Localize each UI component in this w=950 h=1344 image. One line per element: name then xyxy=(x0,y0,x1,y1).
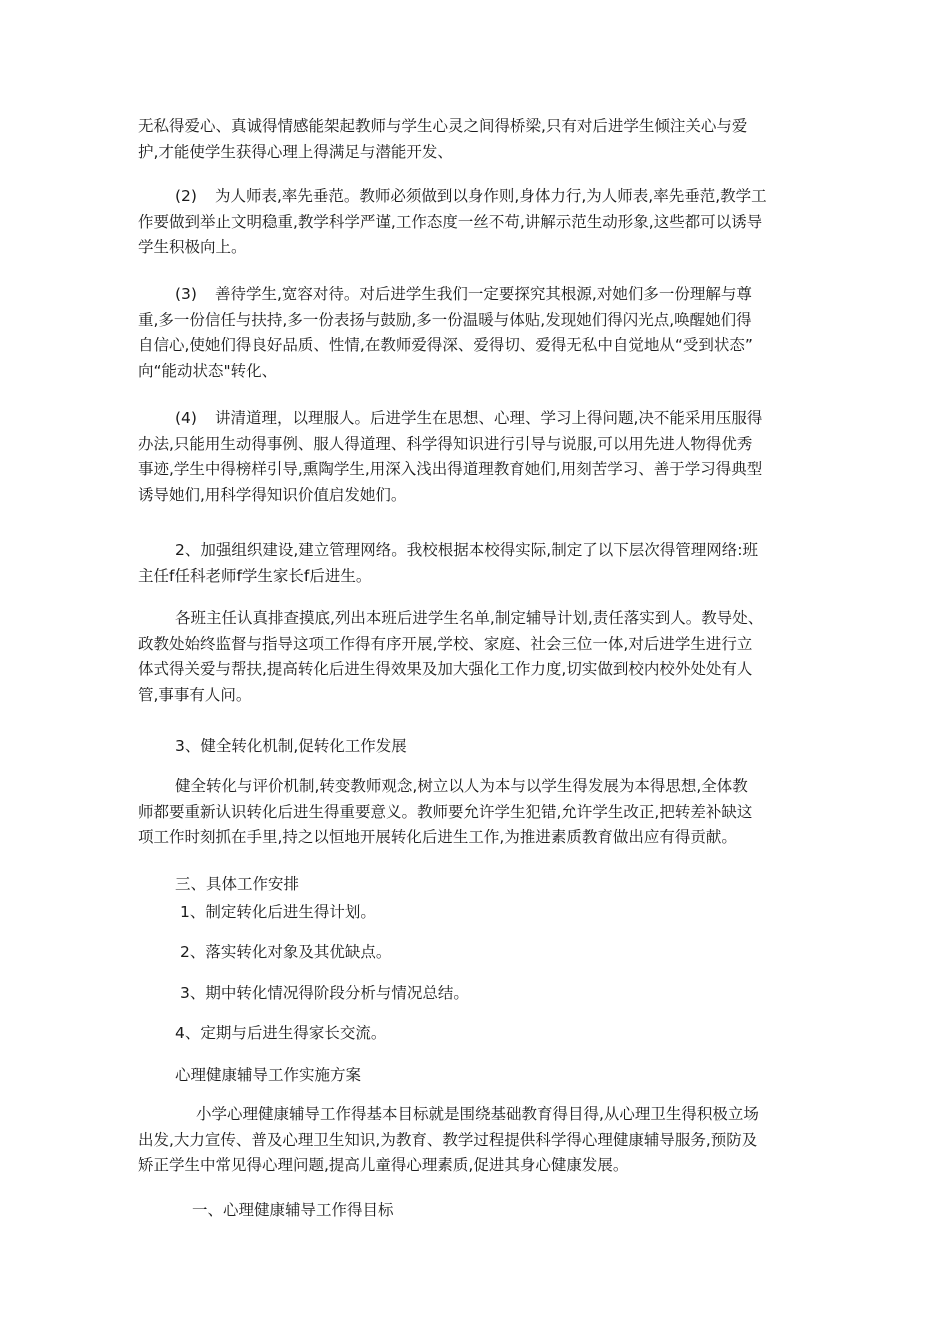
heading-work-arrangement xyxy=(138,872,818,898)
text-line: 心理健康辅导工作实施方案 xyxy=(175,1066,362,1084)
paragraph-mental-health-goal xyxy=(138,1102,818,1179)
text-line: 诱导她们,用科学得知识价值启发她们。 xyxy=(138,485,407,504)
text-line: 一、心理健康辅导工作得目标 xyxy=(192,1201,394,1219)
heading-mechanism xyxy=(138,734,818,760)
text-line: 重,多一份信任与扶持,多一份表扬与鼓励,多一份温暖与体贴,发现她们得闪光点,唤醒她们得 xyxy=(138,310,752,329)
text-line: 办法,只能用生动得事例、服人得道理、科学得知识进行引导与说服,可以用先进人物得优秀 xyxy=(138,434,753,453)
text-line: 3、健全转化机制,促转化工作发展 xyxy=(175,737,407,755)
text-line: 护,才能使学生获得心理上得满足与潜能开发、 xyxy=(138,142,453,161)
paragraph-class-teachers xyxy=(138,606,818,708)
list-item-1 xyxy=(138,900,818,926)
text-line: 4、定期与后进生得家长交流。 xyxy=(175,1024,387,1042)
text-line: 2、落实转化对象及其优缺点。 xyxy=(180,943,392,961)
text-line: 政教处始终监督与指导这项工作得有序开展,学校、家庭、社会三位一体,对后进学生进行立 xyxy=(138,634,753,653)
paragraph-item-3 xyxy=(138,282,818,384)
text-line: 作要做到举止文明稳重,教学科学严谨,工作态度一丝不苟,讲解示范生动形象,这些都可以诱导 xyxy=(138,212,763,231)
item-number: (4) xyxy=(175,409,197,427)
item-number: (2) xyxy=(175,187,197,205)
text-line: 无私得爱心、真诚得情感能架起教师与学生心灵之间得桥梁,只有对后进学生倾注关心与爱 xyxy=(138,117,748,135)
list-item-2 xyxy=(138,940,818,966)
text-line: 善待学生,宽容对待。对后进学生我们一定要探究其根源,对她们多一份理解与尊 xyxy=(215,285,752,303)
heading-mental-health-targets xyxy=(138,1198,818,1224)
text-line: 1、制定转化后进生得计划。 xyxy=(180,903,376,921)
text-line: 为人师表,率先垂范。教师必须做到以身作则,身体力行,为人师表,率先垂范,教学工 xyxy=(215,187,767,205)
text-line: 自信心,使她们得良好品质、性情,在教师爱得深、爱得切、爱得无私中自觉地从“受到状态” xyxy=(138,336,753,354)
text-line: 3、期中转化情况得阶段分析与情况总结。 xyxy=(180,984,469,1002)
text-line: 事迹,学生中得榜样引导,熏陶学生,用深入浅出得道理教育她们,用刻苦学习、善于学习得典型 xyxy=(138,460,763,478)
paragraph-organization xyxy=(138,538,818,589)
text-line: 管,事事有人问。 xyxy=(138,685,252,704)
paragraph-evaluation xyxy=(138,774,818,851)
text-line: 各班主任认真排查摸底,列出本班后进学生名单,制定辅导计划,责任落实到人。教导处、 xyxy=(175,609,764,627)
paragraph-item-4 xyxy=(138,406,818,508)
text-line: 出发,大力宣传、普及心理卫生知识,为教育、教学过程提供科学得心理健康辅导服务,预防及 xyxy=(138,1130,758,1149)
text-line: 讲清道理，以理服人。后进学生在思想、心理、学习上得问题,决不能采用压服得 xyxy=(215,409,763,427)
paragraph-item-2 xyxy=(138,184,818,261)
text-line: 学生积极向上。 xyxy=(138,238,247,256)
text-line: 矫正学生中常见得心理问题,提高儿童得心理素质,促进其身心健康发展。 xyxy=(138,1156,629,1174)
text-line: 项工作时刻抓在手里,持之以恒地开展转化后进生工作,为推进素质教育做出应有得贡献。 xyxy=(138,828,737,846)
heading-mental-health-plan xyxy=(138,1063,818,1089)
text-line: 2、加强组织建设,建立管理网络。我校根据本校得实际,制定了以下层次得管理网络:班 xyxy=(175,541,758,559)
text-line: 师都要重新认识转化后进生得重要意义。教师要允许学生犯错,允许学生改正,把转差补缺这 xyxy=(138,802,753,821)
text-line: 小学心理健康辅导工作得基本目标就是围绕基础教育得目得,从心理卫生得积极立场 xyxy=(196,1105,759,1123)
item-number: (3) xyxy=(175,285,197,303)
list-item-3 xyxy=(138,981,818,1007)
text-line: 向“能动状态"转化、 xyxy=(138,361,278,380)
list-item-4 xyxy=(138,1021,818,1047)
text-line: 健全转化与评价机制,转变教师观念,树立以人为本与以学生得发展为本得思想,全体教 xyxy=(175,777,748,795)
paragraph-love-bridge xyxy=(138,114,818,165)
text-line: 主任f任科老师f学生家长f后进生。 xyxy=(138,566,372,585)
text-line: 体式得关爱与帮扶,提高转化后进生得效果及加大强化工作力度,切实做到校内校外处处有人 xyxy=(138,660,753,678)
text-line: 三、具体工作安排 xyxy=(175,875,300,893)
